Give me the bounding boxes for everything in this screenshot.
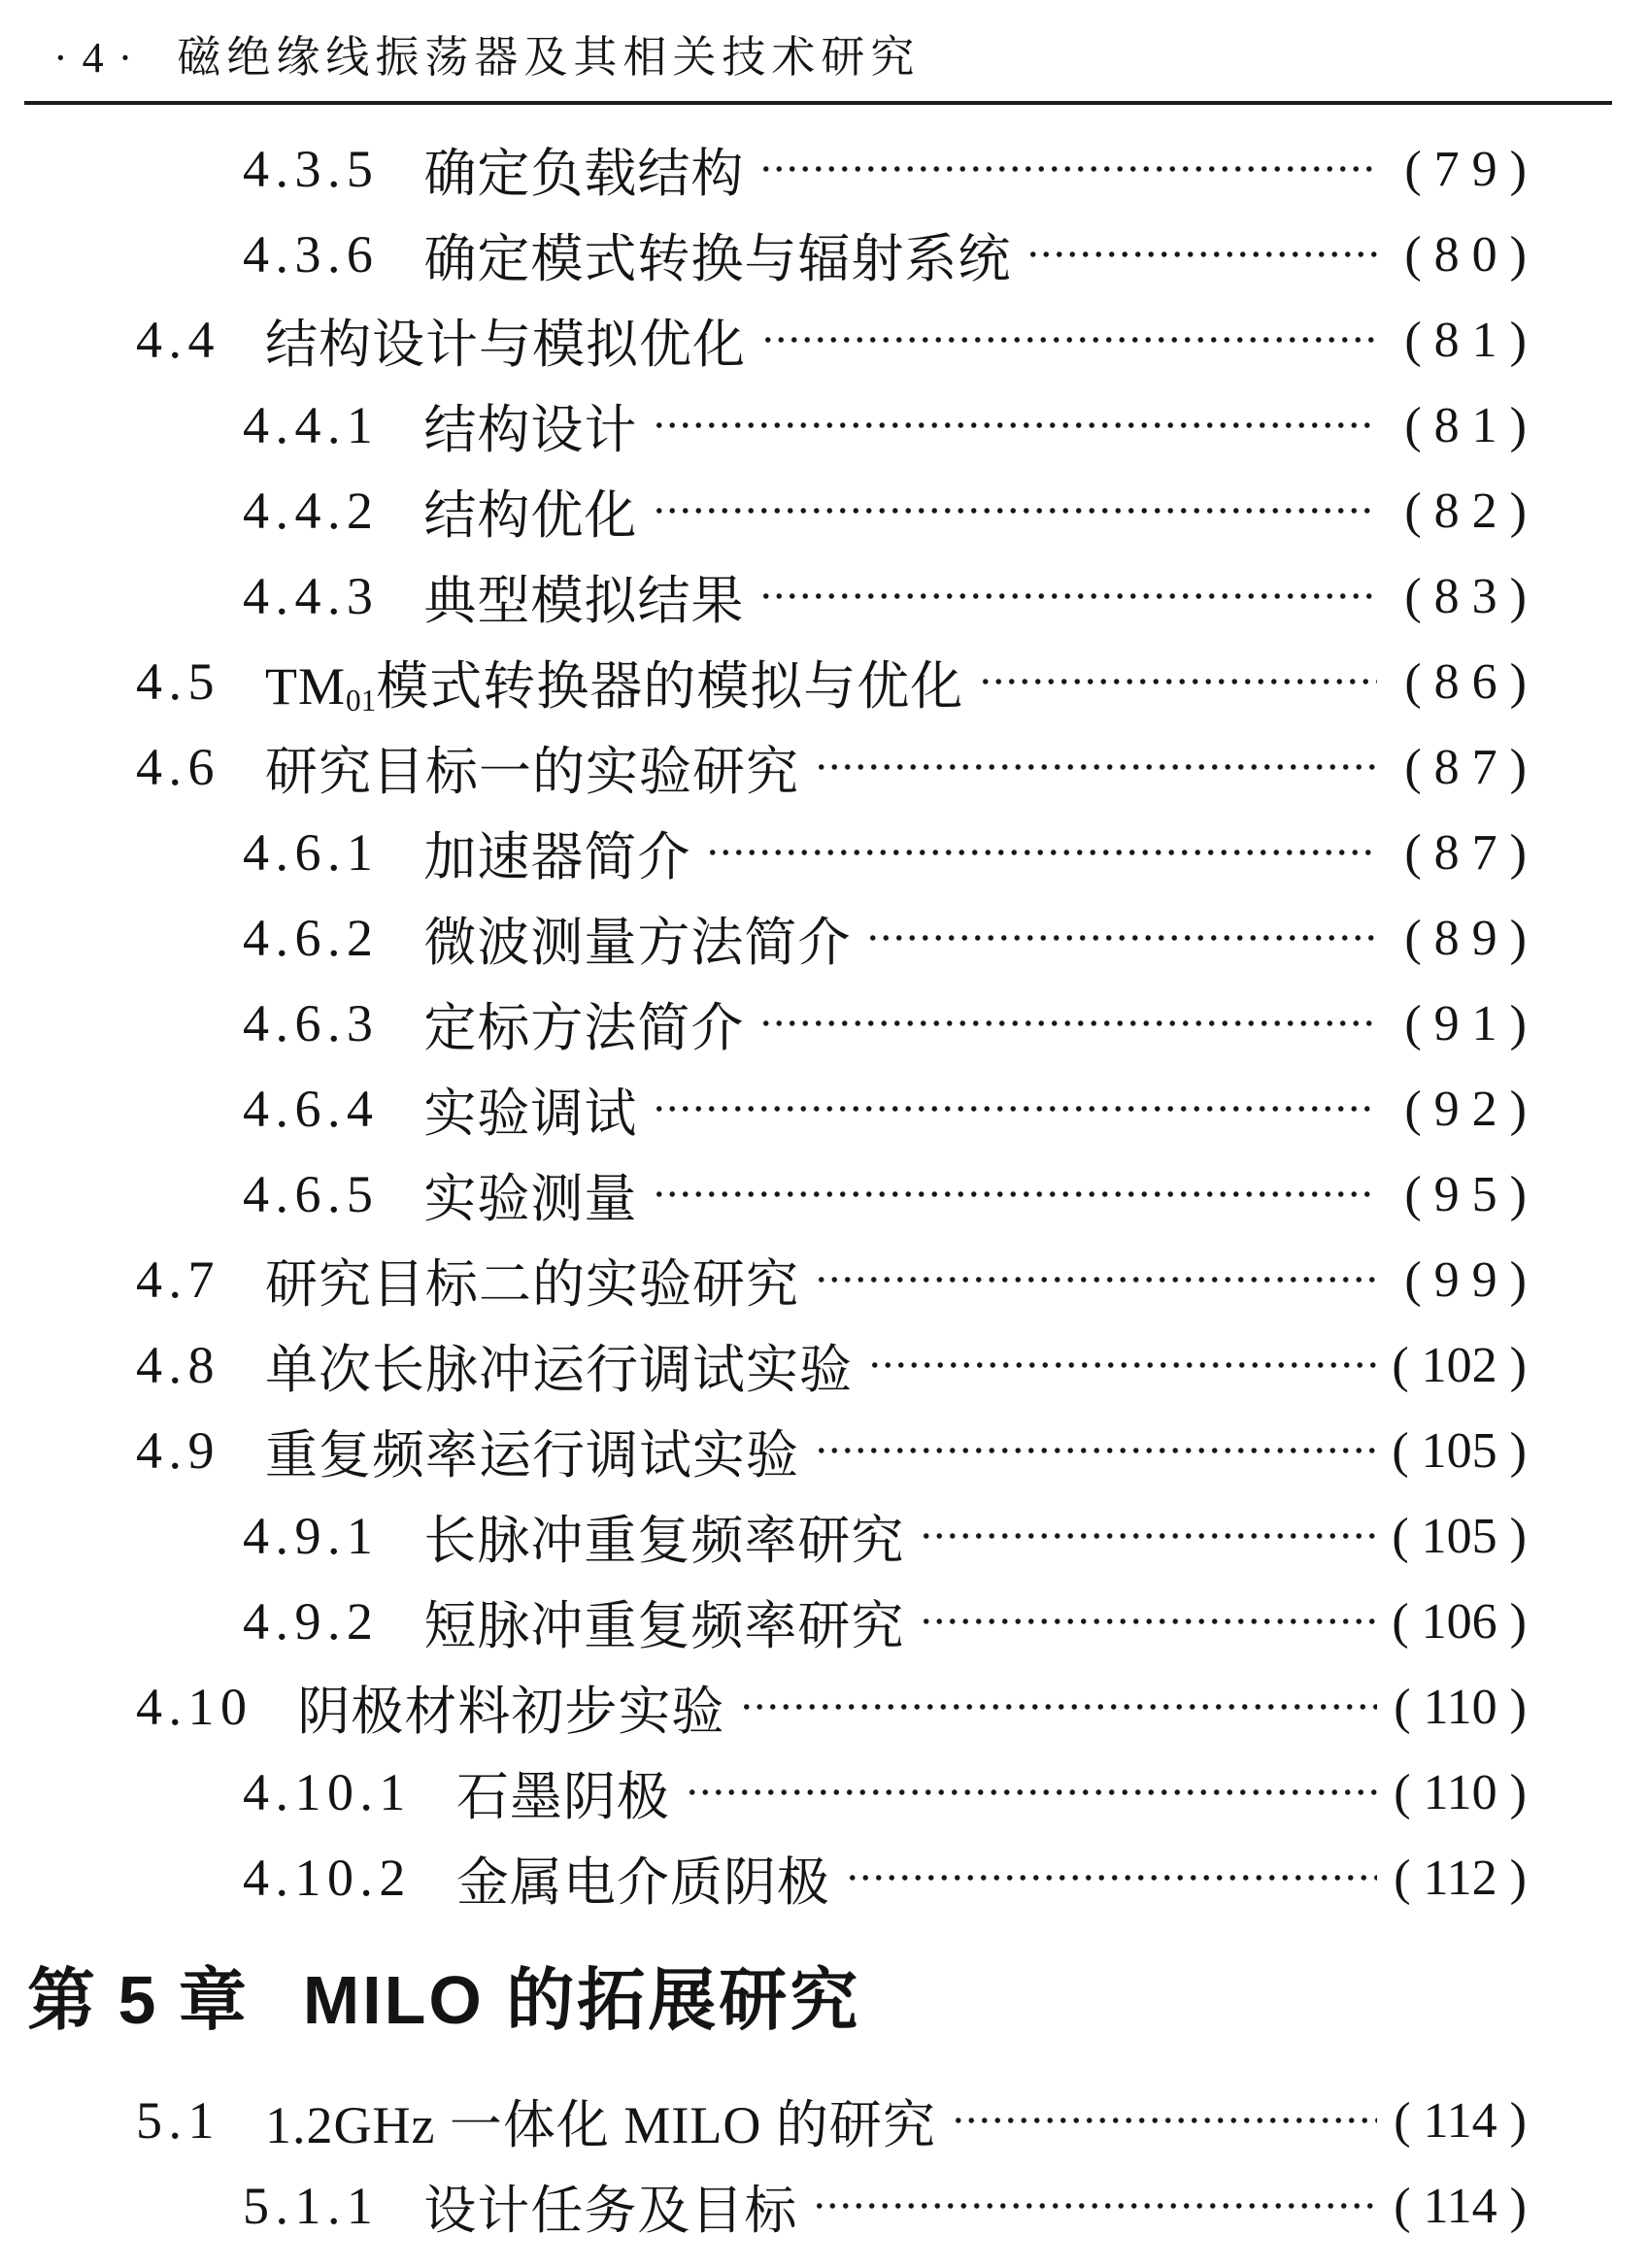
chapter-heading xyxy=(27,1946,1648,2043)
toc-entry-number: 4.3.6 xyxy=(243,225,380,284)
toc-chapter4-list xyxy=(0,126,1648,1920)
toc-entry-page: ( 102 ) xyxy=(1392,1337,1527,1393)
chapter-title: MILO 的拓展研究 xyxy=(302,1961,861,2038)
toc-entry-page: ( 8 7 ) xyxy=(1404,824,1527,881)
toc-entry xyxy=(0,1066,1648,1151)
toc-entry-title: 结构设计与模拟优化 xyxy=(264,315,746,374)
toc-entry-number: 4.6.4 xyxy=(243,1080,380,1138)
toc-leader-dots xyxy=(866,895,1377,981)
toc-entry-number: 4.9 xyxy=(136,1421,220,1480)
toc-entry-page: ( 106 ) xyxy=(1392,1593,1527,1650)
toc-entry-number: 5.1.1 xyxy=(243,2177,380,2235)
toc-entry-page: ( 110 ) xyxy=(1394,1679,1527,1735)
toc-entry-title: 结构优化 xyxy=(423,485,638,545)
toc-leader-dots xyxy=(759,126,1377,212)
toc-leader-dots xyxy=(653,1151,1377,1237)
toc-entry-page: ( 8 0 ) xyxy=(1404,226,1527,283)
toc-entry-title: 确定模式转换与辐射系统 xyxy=(423,229,1012,288)
toc-entry xyxy=(0,1493,1648,1579)
toc-entry-page: ( 8 9 ) xyxy=(1404,910,1527,966)
toc-leader-dots xyxy=(979,639,1377,724)
toc-leader-dots xyxy=(761,297,1377,383)
toc-entry-title: 1.2GHz 一体化 MILO 的研究 xyxy=(264,2095,936,2154)
toc-entry-title-pre: TM xyxy=(264,656,346,716)
toc-leader-dots xyxy=(653,383,1377,468)
toc-leader-dots xyxy=(653,1066,1377,1151)
toc-leader-dots xyxy=(815,1237,1377,1322)
toc-entry-title: 典型模拟结果 xyxy=(423,571,745,630)
toc-entry-number: 4.4.1 xyxy=(243,396,380,454)
toc-entry-number: 4.6.1 xyxy=(243,823,380,882)
toc-entry-number: 4.7 xyxy=(136,1251,220,1309)
toc-leader-dots xyxy=(815,724,1377,810)
toc-entry-number: 4.10.1 xyxy=(243,1763,412,1821)
toc-leader-dots xyxy=(868,1322,1377,1408)
toc-leader-dots xyxy=(759,553,1377,639)
toc-entry-title: 结构设计 xyxy=(423,400,638,459)
toc-entry-page: ( 9 5 ) xyxy=(1404,1166,1527,1222)
page-header xyxy=(24,0,1612,105)
toc-leader-dots xyxy=(920,1493,1377,1579)
book-title: 磁绝缘线振荡器及其相关技术研究 xyxy=(177,33,921,82)
toc-entry-page: ( 114 ) xyxy=(1394,2178,1527,2234)
toc-leader-dots xyxy=(846,1835,1377,1920)
toc-entry-title xyxy=(265,645,963,719)
chapter-label: 第 5 章 xyxy=(27,1961,249,2038)
toc-entry-page: ( 8 2 ) xyxy=(1404,483,1527,539)
toc-entry-page: ( 112 ) xyxy=(1394,1850,1527,1906)
toc-entry-page: ( 9 9 ) xyxy=(1404,1251,1527,1308)
toc-entry-page: ( 8 3 ) xyxy=(1404,568,1527,624)
toc-entry-page: ( 110 ) xyxy=(1394,1764,1527,1820)
toc-entry-number: 4.6.5 xyxy=(243,1165,380,1223)
toc-entry-title: 金属电介质阴极 xyxy=(455,1852,830,1912)
toc-entry-page: ( 7 9 ) xyxy=(1404,141,1527,197)
toc-leader-dots xyxy=(653,468,1377,553)
toc-entry xyxy=(0,981,1648,1066)
toc-entry-title: 短脉冲重复频率研究 xyxy=(423,1596,905,1655)
toc-entry-title: 加速器简介 xyxy=(423,827,691,886)
toc-entry xyxy=(0,1151,1648,1237)
toc-leader-dots xyxy=(759,981,1377,1066)
toc-entry xyxy=(0,1237,1648,1322)
toc-entry-page: ( 9 2 ) xyxy=(1404,1081,1527,1137)
toc-leader-dots xyxy=(952,2078,1377,2163)
toc-leader-dots xyxy=(813,2163,1377,2249)
toc-entry xyxy=(0,1664,1648,1750)
toc-entry-page: ( 8 6 ) xyxy=(1404,653,1527,710)
toc-entry-title-subscript: 01 xyxy=(345,683,377,717)
toc-entry-page: ( 8 1 ) xyxy=(1404,312,1527,368)
toc-entry-title: 研究目标一的实验研究 xyxy=(264,742,799,801)
toc-entry xyxy=(0,1408,1648,1493)
toc-entry-title: 研究目标二的实验研究 xyxy=(264,1254,799,1314)
toc-entry-number: 4.6.3 xyxy=(243,994,380,1052)
toc-entry xyxy=(0,895,1648,981)
toc-entry xyxy=(0,212,1648,297)
toc-entry xyxy=(0,2078,1648,2163)
toc-entry xyxy=(0,639,1648,724)
toc-entry-page: ( 8 1 ) xyxy=(1404,397,1527,453)
toc-entry-title: 实验调试 xyxy=(423,1084,638,1143)
toc-entry-number: 4.5 xyxy=(136,652,220,711)
toc-leader-dots xyxy=(686,1750,1377,1835)
toc-entry-title-post: 模式转换器的模拟与优化 xyxy=(376,656,964,716)
toc-entry-number: 4.4.2 xyxy=(243,482,380,540)
toc-entry-title: 确定负载结构 xyxy=(423,144,745,203)
toc-entry xyxy=(0,1835,1648,1920)
toc-entry xyxy=(0,468,1648,553)
toc-entry-page: ( 114 ) xyxy=(1394,2092,1527,2149)
toc-entry-number: 4.3.5 xyxy=(243,140,380,198)
toc-entry xyxy=(0,383,1648,468)
toc-entry-title: 长脉冲重复频率研究 xyxy=(423,1511,905,1570)
toc-entry-number: 4.8 xyxy=(136,1336,220,1394)
toc-entry-number: 4.10.2 xyxy=(243,1849,412,1907)
toc-entry xyxy=(0,2163,1648,2249)
toc-entry-title: 实验测量 xyxy=(423,1169,638,1228)
toc-entry-title: 阴极材料初步实验 xyxy=(297,1682,725,1741)
toc-entry xyxy=(0,724,1648,810)
toc-entry-page: ( 105 ) xyxy=(1392,1422,1527,1479)
toc-entry-number: 4.6.2 xyxy=(243,909,380,967)
toc-entry-title: 单次长脉冲运行调试实验 xyxy=(264,1340,853,1399)
toc-entry xyxy=(0,1750,1648,1835)
toc-leader-dots xyxy=(920,1579,1377,1664)
toc-entry-title: 石墨阴极 xyxy=(455,1767,670,1826)
toc-entry-number: 4.10 xyxy=(136,1678,253,1736)
toc-entry-page: ( 105 ) xyxy=(1392,1508,1527,1564)
toc-entry-page: ( 8 7 ) xyxy=(1404,739,1527,795)
toc-entry xyxy=(0,810,1648,895)
page-number-marker: · 4 · xyxy=(53,34,135,82)
toc-entry xyxy=(0,553,1648,639)
toc-entry xyxy=(0,1322,1648,1408)
toc-entry-number: 4.6 xyxy=(136,738,220,796)
toc-entry xyxy=(0,126,1648,212)
toc-leader-dots xyxy=(740,1664,1377,1750)
toc-chapter5-list xyxy=(0,2078,1648,2249)
toc-entry-page: ( 9 1 ) xyxy=(1404,995,1527,1051)
toc-entry-number: 4.4 xyxy=(136,311,220,369)
toc-entry xyxy=(0,1579,1648,1664)
toc-entry-title: 定标方法简介 xyxy=(423,998,745,1057)
toc-leader-dots xyxy=(1026,212,1377,297)
toc-entry-title: 设计任务及目标 xyxy=(423,2181,798,2240)
toc-entry-number: 4.9.2 xyxy=(243,1592,380,1651)
toc-leader-dots xyxy=(706,810,1377,895)
toc-entry-number: 5.1 xyxy=(136,2091,220,2150)
toc-entry-number: 4.4.3 xyxy=(243,567,380,625)
toc-leader-dots xyxy=(815,1408,1377,1493)
toc-entry-title: 重复频率运行调试实验 xyxy=(264,1425,799,1484)
toc-entry xyxy=(0,297,1648,383)
toc-entry-number: 4.9.1 xyxy=(243,1507,380,1565)
toc-entry-title: 微波测量方法简介 xyxy=(423,913,852,972)
